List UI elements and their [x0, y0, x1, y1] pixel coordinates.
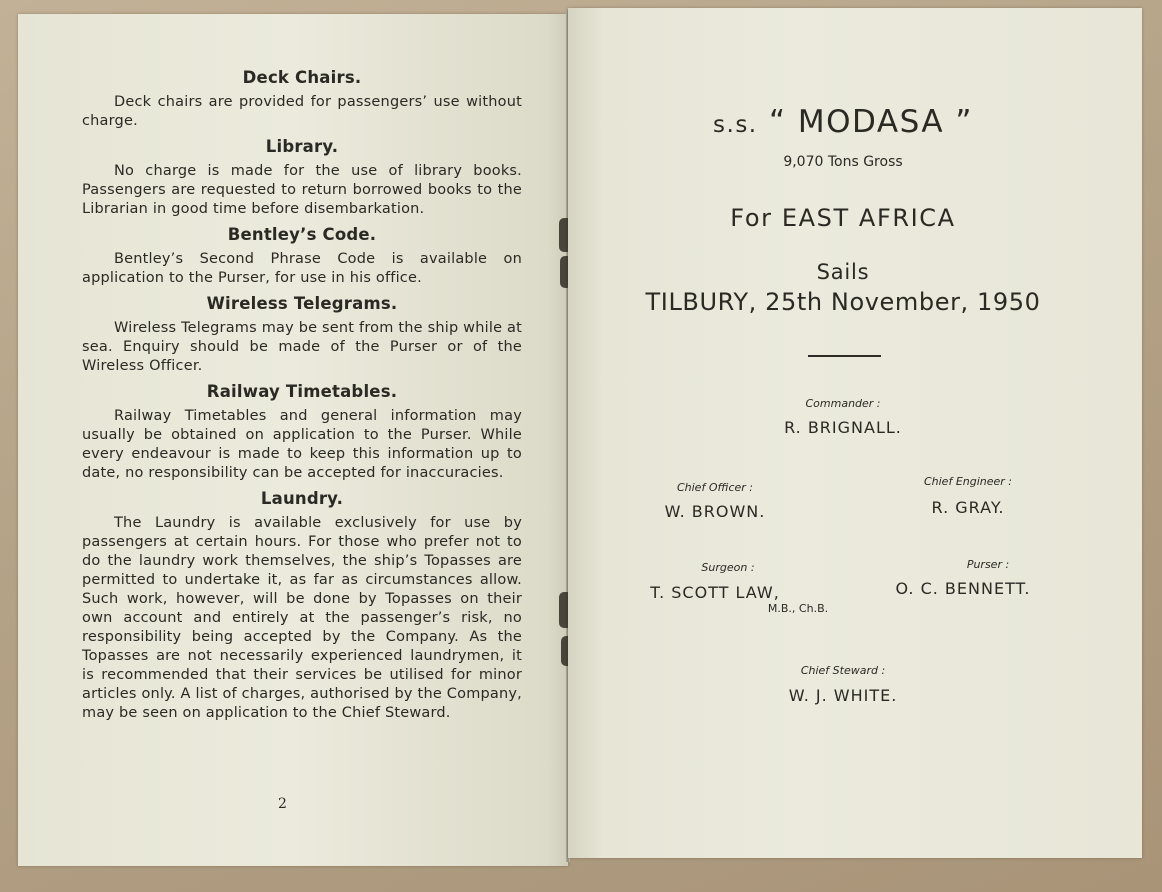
section-bentleys-code — [82, 219, 522, 288]
commander-role: Commander : — [805, 397, 881, 410]
commander-name: R. BRIGNALL. — [784, 418, 902, 437]
purser-role: Purser : — [966, 558, 1010, 571]
left-page-text — [82, 62, 522, 723]
sails-label: Sails — [816, 260, 870, 284]
right-page — [568, 8, 1142, 858]
divider-rule — [808, 355, 881, 357]
destination: For EAST AFRICA — [730, 204, 956, 232]
section-library — [82, 131, 522, 219]
section-body: Railway Timetables and general information may usually be obtained on application to the Purser. While every endeavour is made to keep this information up to date, no responsibility can be accepted for inaccuracies. — [82, 408, 522, 481]
chief-engineer-role: Chief Engineer : — [923, 475, 1013, 488]
section-heading: Laundry. — [260, 489, 344, 508]
ship-tonnage: 9,070 Tons Gross — [783, 154, 903, 170]
section-heading: Deck Chairs. — [242, 68, 362, 87]
section-railway-timetables — [82, 376, 522, 483]
section-heading: Bentley’s Code. — [227, 225, 377, 244]
section-body: The Laundry is available exclusively for use by passengers at certain hours. For those who prefer not to do the laundry work themselves, the ship’s Topasses are permitted to undertake it, as far as circumstances allow. Such work, however, will be done by Topasses on their own account and entirely at the passenger’s risk, no responsibility being accepted by the Company. As the Topasses are not necessarily experienced laundrymen, it is recommended that their services be utilised for minor articles only. A list of charges, authorised by the Company, may be seen on application to the Chief Steward. — [82, 515, 522, 721]
surgeon-role: Surgeon : — [701, 561, 755, 574]
surgeon-name: T. SCOTT LAW, — [650, 583, 780, 602]
section-deck-chairs — [82, 62, 522, 131]
left-page — [18, 14, 568, 866]
section-body: Bentley’s Second Phrase Code is available on application to the Purser, for use in his office. — [82, 251, 522, 286]
section-body: No charge is made for the use of library books. Passengers are requested to return borrowed books to the Librarian in good time before disembarkation. — [82, 163, 522, 217]
sailing-port-date: TILBURY, 25th November, 1950 — [645, 288, 1041, 316]
ship-prefix: s.s. — [713, 112, 758, 138]
chief-engineer-name: R. GRAY. — [931, 498, 1005, 517]
section-laundry — [82, 483, 522, 723]
ship-name: “ MODASA ” — [768, 104, 973, 140]
chief-steward-role: Chief Steward : — [800, 664, 886, 677]
section-wireless-telegrams — [82, 288, 522, 376]
surgeon-qualifications: M.B., Ch.B. — [767, 602, 829, 615]
section-heading: Wireless Telegrams. — [206, 294, 398, 313]
chief-steward-name: W. J. WHITE. — [788, 686, 898, 705]
section-body: Wireless Telegrams may be sent from the ship while at sea. Enquiry should be made of the Purser or of the Wireless Officer. — [82, 320, 522, 374]
section-body: Deck chairs are provided for passengers’ use without charge. — [82, 94, 522, 129]
chief-officer-name: W. BROWN. — [664, 502, 766, 521]
purser-name: O. C. BENNETT. — [895, 579, 1031, 598]
page-number: 2 — [278, 796, 287, 812]
section-heading: Library. — [265, 137, 339, 156]
chief-officer-role: Chief Officer : — [676, 481, 754, 494]
ship-title — [698, 104, 988, 140]
section-heading: Railway Timetables. — [206, 382, 398, 401]
